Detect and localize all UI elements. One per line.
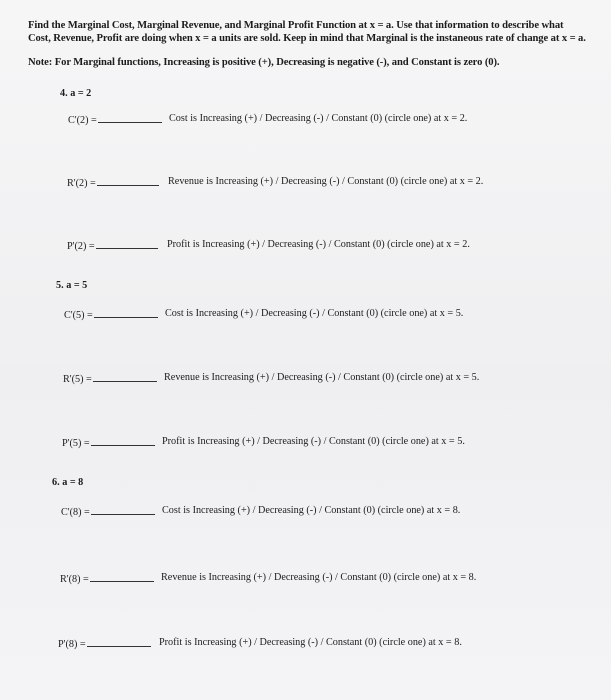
revenue-description: Revenue is Increasing (+) / Decreasing (-) / Constant (0) (circle one) at x = 8. <box>161 572 477 583</box>
marginal-profit-label: P'(5) = <box>62 438 90 449</box>
answer-blank[interactable] <box>91 436 155 446</box>
marginal-cost-label: C'(5) = <box>64 310 93 321</box>
problem-4-revenue-row <box>67 176 484 190</box>
answer-blank[interactable] <box>93 372 157 382</box>
instructions-text: Find the Marginal Cost, Marginal Revenue, and Marginal Profit Function at x = a. Use that information to describe what Cost, Revenue, Profit are doing when x = a units are sold. Keep in mind that Marginal is the instaneous rate of change at x = a. <box>28 20 586 44</box>
marginal-cost-label: C'(2) = <box>68 115 97 126</box>
answer-blank[interactable] <box>91 505 155 515</box>
problem-5-revenue-row <box>63 372 480 386</box>
problem-5-heading: 5. a = 5 <box>56 280 88 291</box>
marginal-profit-label: P'(8) = <box>58 639 86 650</box>
profit-description: Profit is Increasing (+) / Decreasing (-) / Constant (0) (circle one) at x = 2. <box>167 239 470 250</box>
marginal-revenue-label: R'(5) = <box>63 374 92 385</box>
problem-5-profit-row <box>62 436 465 450</box>
answer-blank[interactable] <box>90 572 154 582</box>
cost-description: Cost is Increasing (+) / Decreasing (-) / Constant (0) (circle one) at x = 2. <box>169 113 468 124</box>
marginal-revenue-label: R'(2) = <box>67 178 96 189</box>
marginal-profit-label: P'(2) = <box>67 241 95 252</box>
answer-blank[interactable] <box>98 113 162 123</box>
problem-6-profit-row <box>58 637 462 651</box>
marginal-cost-label: C'(8) = <box>61 507 90 518</box>
profit-description: Profit is Increasing (+) / Decreasing (-) / Constant (0) (circle one) at x = 5. <box>162 436 465 447</box>
problem-6-revenue-row <box>60 572 477 586</box>
answer-blank[interactable] <box>87 637 151 647</box>
answer-blank[interactable] <box>97 176 159 186</box>
marginal-revenue-label: R'(8) = <box>60 574 89 585</box>
revenue-description: Revenue is Increasing (+) / Decreasing (-) / Constant (0) (circle one) at x = 5. <box>164 372 480 383</box>
problem-4-profit-row <box>67 239 470 253</box>
problem-4-cost-row <box>68 113 468 127</box>
problem-6-cost-row <box>61 505 461 519</box>
answer-blank[interactable] <box>96 239 158 249</box>
answer-blank[interactable] <box>94 308 158 318</box>
problem-6-heading: 6. a = 8 <box>52 477 84 488</box>
problem-5-cost-row <box>64 308 464 322</box>
cost-description: Cost is Increasing (+) / Decreasing (-) / Constant (0) (circle one) at x = 5. <box>165 308 464 319</box>
problem-4-heading: 4. a = 2 <box>60 88 92 99</box>
profit-description: Profit is Increasing (+) / Decreasing (-) / Constant (0) (circle one) at x = 8. <box>159 637 462 648</box>
note-text: Note: For Marginal functions, Increasing is positive (+), Decreasing is negative (-), and Constant is zero (0). <box>28 57 500 68</box>
revenue-description: Revenue is Increasing (+) / Decreasing (-) / Constant (0) (circle one) at x = 2. <box>168 176 484 187</box>
cost-description: Cost is Increasing (+) / Decreasing (-) / Constant (0) (circle one) at x = 8. <box>162 505 461 516</box>
